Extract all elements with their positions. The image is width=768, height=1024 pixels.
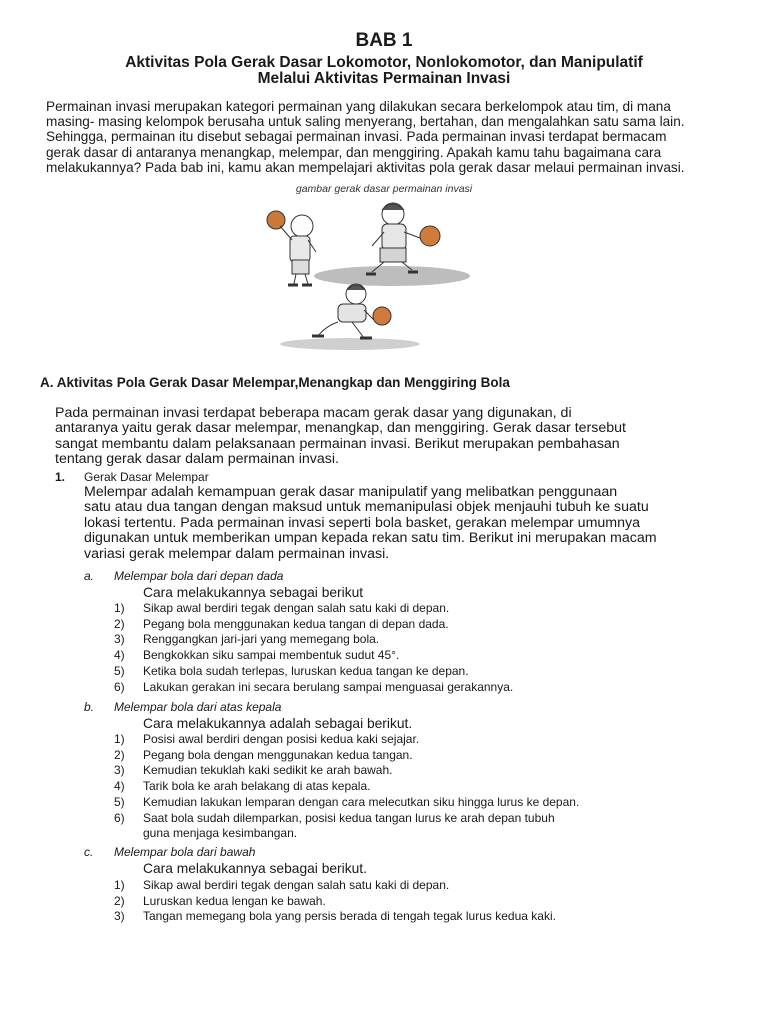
intro-paragraph: Permainan invasi merupakan kategori permainan yang dilakukan secara berkelompok atau tim, di mana masing- masing kelompok berusaha untuk saling menyerang, bertahan, dan mengalahkan satu sama lain. Sehingga, permainan itu disebut sebagai permainan invasi. Pada permainan invasi terdapat bermacam gerak dasar di antaranya menangkap, melempar, dan menggiring. Apakah kamu tahu bagaimana cara melakukannya? Pada bab ini, kamu akan mempelajari aktivitas pola gerak dasar melaui permainan invasi.: [46, 99, 685, 175]
item-1-paragraph: Melempar adalah kemampuan gerak dasar manipulatif yang melibatkan penggunaan satu atau dua tangan dengan maksud untuk memanipulasi objek menjauhi tubuh ke suatu lokasi tertentu. Pada permainan invasi seperti bola basket, gerakan melempar umumnya digunakan untuk memberikan umpan kepada rekan satu tim. Berikut ini merupakan macam variasi gerak melempar dalam permainan invasi.: [84, 484, 657, 562]
section-a-paragraph: Pada permainan invasi terdapat beberapa macam gerak dasar yang digunakan, di antaranya yaitu gerak dasar melempar, menangkap, dan menggiring. Gerak dasar tersebut sangat membantu dalam pelaksanaan permainan invasi. Berikut merupakan pembahasan tentang gerak dasar dalam permainan invasi.: [55, 405, 626, 467]
step-item: 6) Saat bola sudah dilemparkan, posisi kedua tangan lurus ke arah depan tubuh guna menjaga kesimbangan.: [114, 810, 555, 841]
chapter-title-line-1: Aktivitas Pola Gerak Dasar Lokomotor, Nonlokomotor, dan Manipulatif: [125, 54, 643, 71]
subsection-c-steps: [114, 878, 556, 925]
subsection-a-howto: Cara melakukannya sebagai berikut: [143, 585, 364, 600]
subsection-b-letter: b.: [84, 700, 95, 714]
subsection-a-letter: a.: [84, 569, 95, 583]
subsection-b-steps: [114, 732, 579, 842]
shadow-ellipse: [314, 266, 470, 286]
step-item: 5) Ketika bola sudah terlepas, luruskan kedua tangan ke depan.: [114, 663, 469, 678]
invasion-game-illustration: [252, 196, 498, 350]
chapter-heading: BAB 1: [355, 30, 413, 51]
child-crouching: [312, 284, 391, 338]
step-item: 4) Tarik bola ke arah belakang di atas kepala.: [114, 779, 371, 794]
step-item: 2) Pegang bola menggunakan kedua tangan di depan dada.: [114, 616, 449, 631]
step-item: 2) Luruskan kedua lengan ke bawah.: [114, 893, 326, 908]
subsection-b-howto: Cara melakukannya adalah sebagai berikut.: [143, 716, 413, 731]
subsection-c-letter: c.: [84, 845, 94, 859]
child-dribbling: [366, 203, 440, 274]
step-item: 4) Bengkokkan siku sampai membentuk sudut 45°.: [114, 648, 400, 663]
step-item: 3) Renggangkan jari-jari yang memegang bola.: [114, 632, 380, 647]
image-caption: gambar gerak dasar permainan invasi: [295, 183, 473, 195]
chapter-title-line-2: Melalui Aktivitas Permainan Invasi: [257, 70, 511, 87]
item-1-number: 1.: [55, 470, 66, 484]
subsection-a-steps: [114, 601, 513, 695]
section-a-heading: A. Aktivitas Pola Gerak Dasar Melempar,Menangkap dan Menggiring Bola: [40, 375, 510, 390]
step-item: 2) Pegang bola dengan menggunakan kedua tangan.: [114, 747, 413, 762]
step-item: 6) Lakukan gerakan ini secara berulang sampai menguasai gerakannya.: [114, 679, 514, 694]
subsection-c-howto: Cara melakukannya sebagai berikut.: [143, 861, 367, 876]
child-catching: [267, 211, 316, 285]
step-item: 3) Tangan memegang bola yang persis berada di tengah tegak lurus kedua kaki.: [114, 909, 556, 924]
step-item: 5) Kemudian lakukan lemparan dengan cara melecutkan siku hingga lurus ke depan.: [114, 794, 580, 809]
step-item: 1) Posisi awal berdiri dengan posisi kedua kaki sejajar.: [114, 732, 420, 746]
subsection-b-title: Melempar bola dari atas kepala: [114, 700, 282, 714]
shadow-ellipse-2: [280, 338, 420, 350]
subsection-a-title: Melempar bola dari depan dada: [114, 569, 284, 583]
step-item: 3) Kemudian tekuklah kaki sedikit ke arah bawah.: [114, 763, 393, 778]
step-item: 1) Sikap awal berdiri tegak dengan salah satu kaki di depan.: [114, 601, 450, 615]
step-item: 1) Sikap awal berdiri tegak dengan salah satu kaki di depan.: [114, 878, 450, 892]
item-1-title: Gerak Dasar Melempar: [84, 470, 209, 484]
subsection-c-title: Melempar bola dari bawah: [114, 845, 256, 859]
